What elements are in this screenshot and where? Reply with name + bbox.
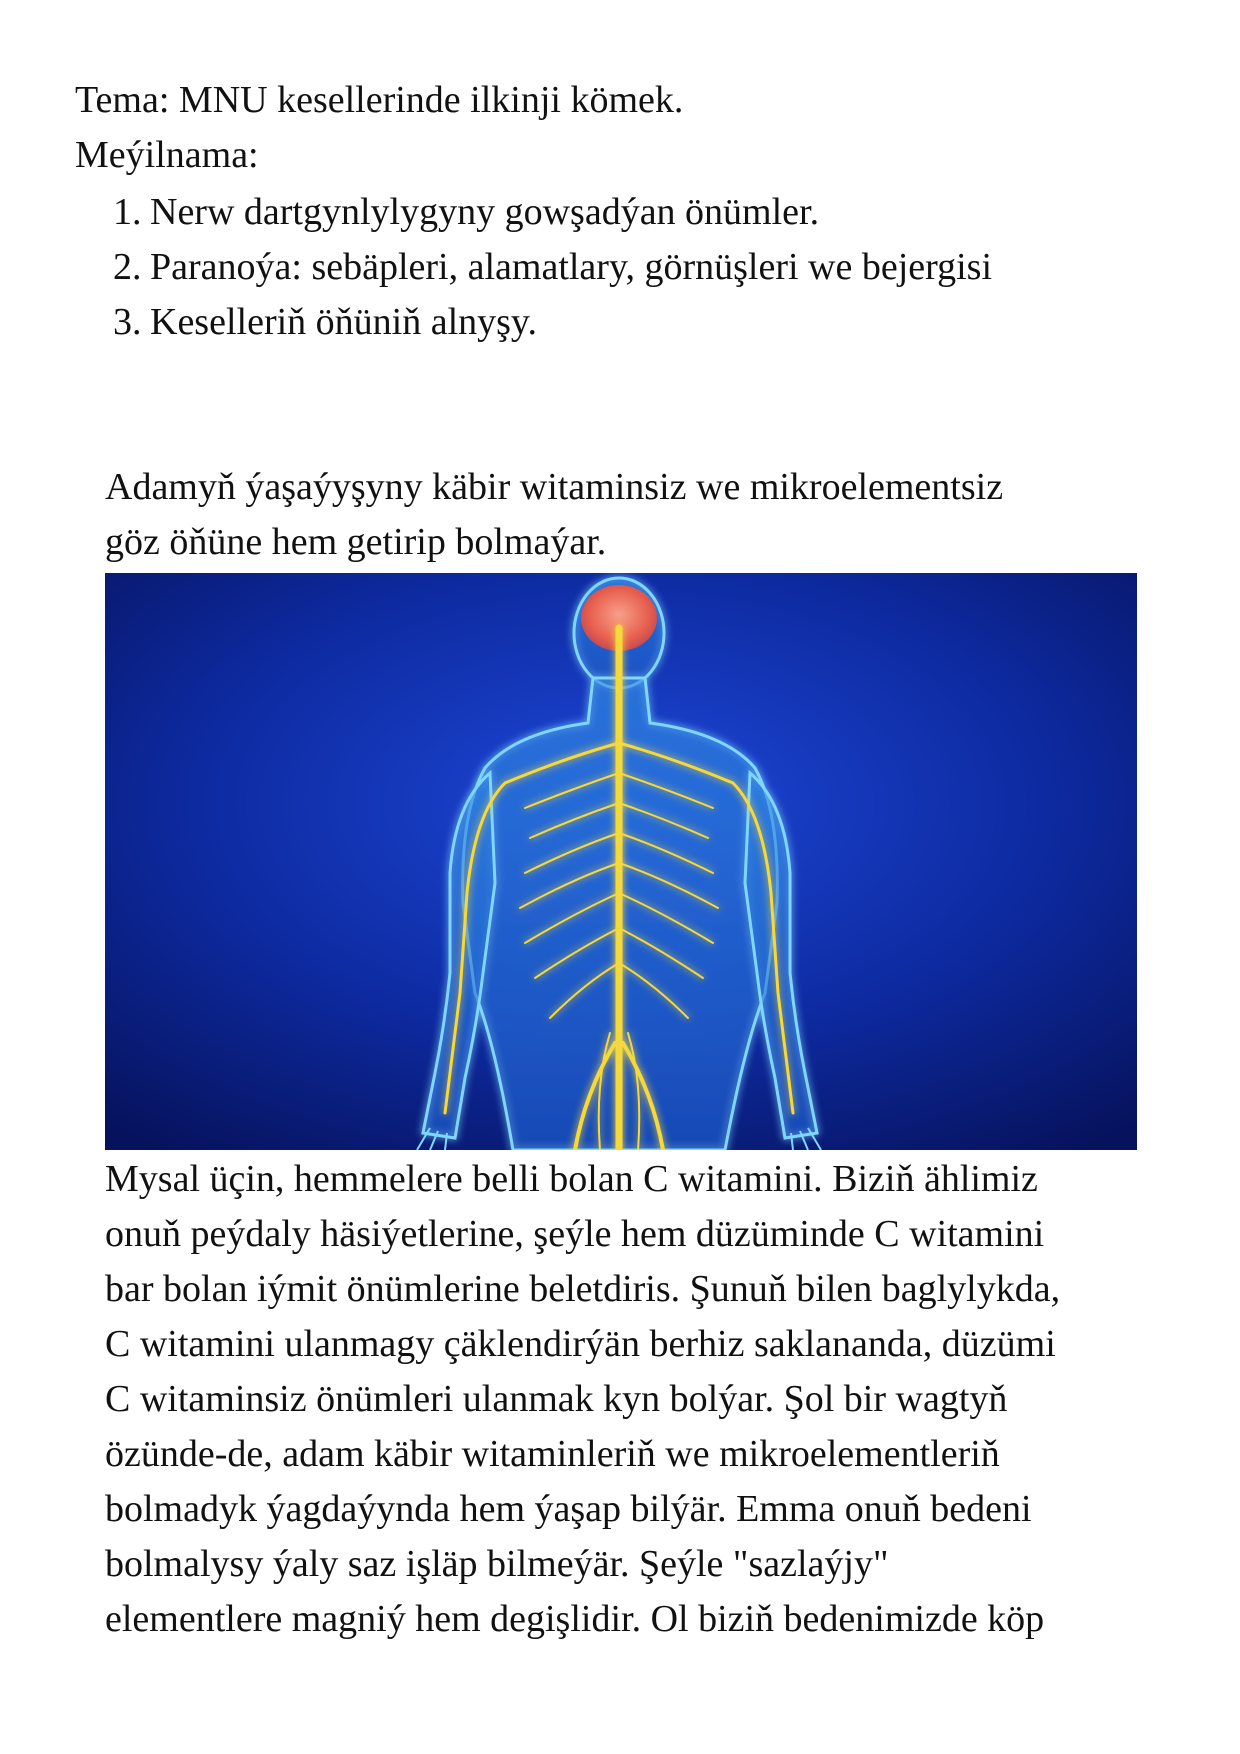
body-line: bar bolan iýmit önümlerine beletdiris. Şunuň bilen baglylykda, [105, 1268, 1061, 1310]
body-paragraph [105, 1152, 1060, 1647]
plan-item-number: 2. [113, 246, 142, 288]
body-line: bolmalysy ýaly saz işläp bilmeýär. Şeýle "sazlaýjy" [105, 1543, 889, 1585]
plan-item [113, 240, 992, 295]
body-line: elementlere magniý hem degişlidir. Ol biziň bedenimizde köp [105, 1598, 1045, 1640]
plan-item-text: Nerw dartgynlylygyny gowşadýan önümler. [150, 191, 820, 233]
plan-item [113, 185, 992, 240]
body-line: C witamini ulanmagy çäklendirýän berhiz saklananda, düzümi [105, 1323, 1056, 1365]
intro-line: göz öňüne hem getirip bolmaýar. [105, 521, 607, 563]
body-line: C witaminsiz önümleri ulanmak kyn bolýar. Şol bir wagtyň [105, 1378, 1008, 1420]
plan-label: Meýilnama: [75, 134, 259, 176]
nervous-system-illustration [105, 573, 1137, 1150]
nervous-system-icon [105, 573, 1137, 1150]
intro-line: Adamyň ýaşaýyşyny käbir witaminsiz we mikroelementsiz [105, 466, 1004, 508]
plan-list [113, 185, 992, 350]
intro-paragraph [105, 460, 1003, 570]
document-title: Tema: MNU kesellerinde ilkinji kömek. [75, 79, 684, 121]
plan-item-number: 3. [113, 301, 142, 343]
plan-item-number: 1. [113, 191, 142, 233]
plan-item-text: Paranoýa: sebäpleri, alamatlary, görnüşleri we bejergisi [150, 246, 993, 288]
body-line: bolmadyk ýagdaýynda hem ýaşap bilýär. Emma onuň bedeni [105, 1488, 1032, 1530]
plan-item-text: Keselleriň öňüniň alnyşy. [150, 301, 537, 343]
body-line: Mysal üçin, hemmelere belli bolan C witamini. Biziň ählimiz [105, 1158, 1038, 1200]
body-line: onuň peýdaly häsiýetlerine, şeýle hem düzüminde C witamini [105, 1213, 1045, 1255]
plan-item [113, 295, 992, 350]
body-line: özünde-de, adam käbir witaminleriň we mikroelementleriň [105, 1433, 1000, 1475]
